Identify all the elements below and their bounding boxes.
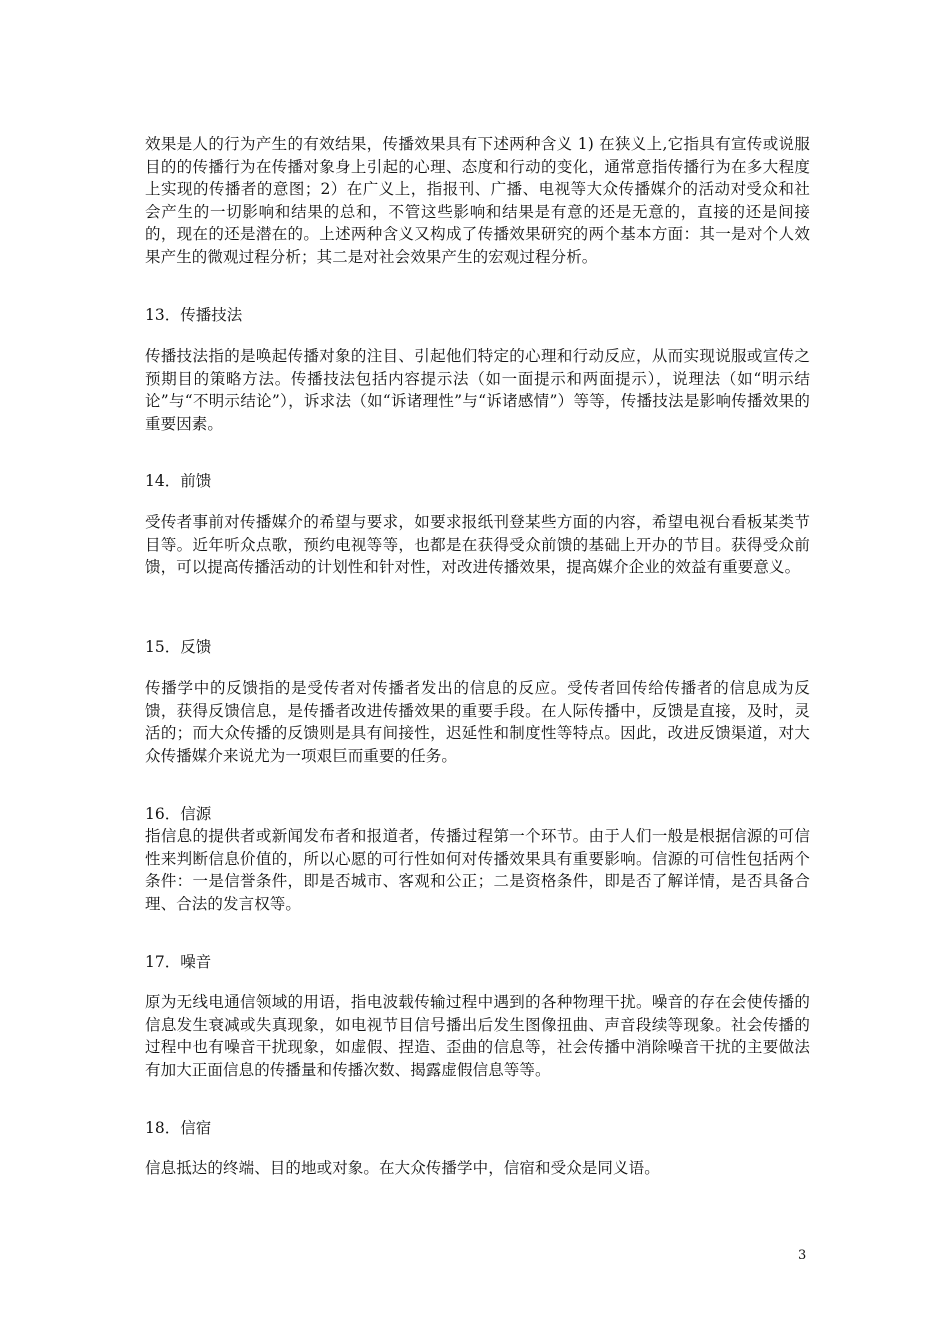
section-body-14: 受传者事前对传播媒介的希望与要求，如要求报纸刊登某些方面的内容，希望电视台看板某类节目等。近年听众点歌，预约电视等等，也都是在获得受众前馈的基础上开办的节目。获得受众前馈，可以提高传播活动的计划性和针对性，对改进传播效果，提高媒介企业的效益有重要意义。 [145,513,810,576]
section-heading-14: 14．前馈 [145,472,212,490]
intro-paragraph: 效果是人的行为产生的有效结果，传播效果具有下述两种含义 1) 在狭义上,它指具有宣传或说服目的的传播行为在传播对象身上引起的心理、态度和行动的变化，通常意指传播行为在多大程度上实现的传播者的意图；2）在广义上，指报刊、广播、电视等大众传播媒介的活动对受众和社会产生的一切影响和结果的总和，不管这些影响和结果是有意的还是无意的，直接的还是间接的，现在的还是潜在的。上述两种含义又构成了传播效果研究的两个基本方面：其一是对个人效果产生的微观过程分析；其二是对社会效果产生的宏观过程分析。 [145,135,810,266]
section-body-17: 原为无线电通信领域的用语，指电波载传输过程中遇到的各种物理干扰。噪音的存在会使传播的信息发生衰减或失真现象，如电视节目信号播出后发生图像扭曲、声音段续等现象。社会传播的过程中也有噪音干扰现象，如虚假、捏造、歪曲的信息等，社会传播中消除噪音干扰的主要做法有加大正面信息的传播量和传播次数、揭露虚假信息等等。 [145,993,810,1079]
section-body-13: 传播技法指的是唤起传播对象的注目、引起他们特定的心理和行动反应，从而实现说服或宣传之预期目的策略方法。传播技法包括内容提示法（如一面提示和两面提示），说理法（如“明示结论”与“不明示结论”），诉求法（如“诉诸理性”与“诉诸感情”）等等，传播技法是影响传播效果的重要因素。 [145,347,810,433]
page-number: 3 [798,1248,807,1263]
section-heading-18: 18．信宿 [145,1119,212,1137]
section-body-16: 指信息的提供者或新闻发布者和报道者，传播过程第一个环节。由于人们一般是根据信源的可信性来判断信息价值的，所以心愿的可行性如何对传播效果具有重要影响。信源的可信性包括两个条件：一是信誉条件，即是否城市、客观和公正；二是资格条件，即是否了解详情，是否具备合理、合法的发言权等。 [145,827,810,913]
section-heading-17: 17．噪音 [145,953,212,971]
section-body-18: 信息抵达的终端、目的地或对象。在大众传播学中，信宿和受众是同义语。 [145,1159,660,1177]
section-body-15: 传播学中的反馈指的是受传者对传播者发出的信息的反应。受传者回传给传播者的信息成为反馈，获得反馈信息，是传播者改进传播效果的重要手段。在人际传播中，反馈是直接，及时，灵活的；而大众传播的反馈则是具有间接性，迟延性和制度性等特点。因此，改进反馈渠道，对大众传播媒介来说尤为一项艰巨而重要的任务。 [145,679,810,765]
section-heading-15: 15．反馈 [145,638,212,656]
section-heading-16: 16．信源 [145,805,212,823]
section-heading-13: 13．传播技法 [145,306,243,324]
